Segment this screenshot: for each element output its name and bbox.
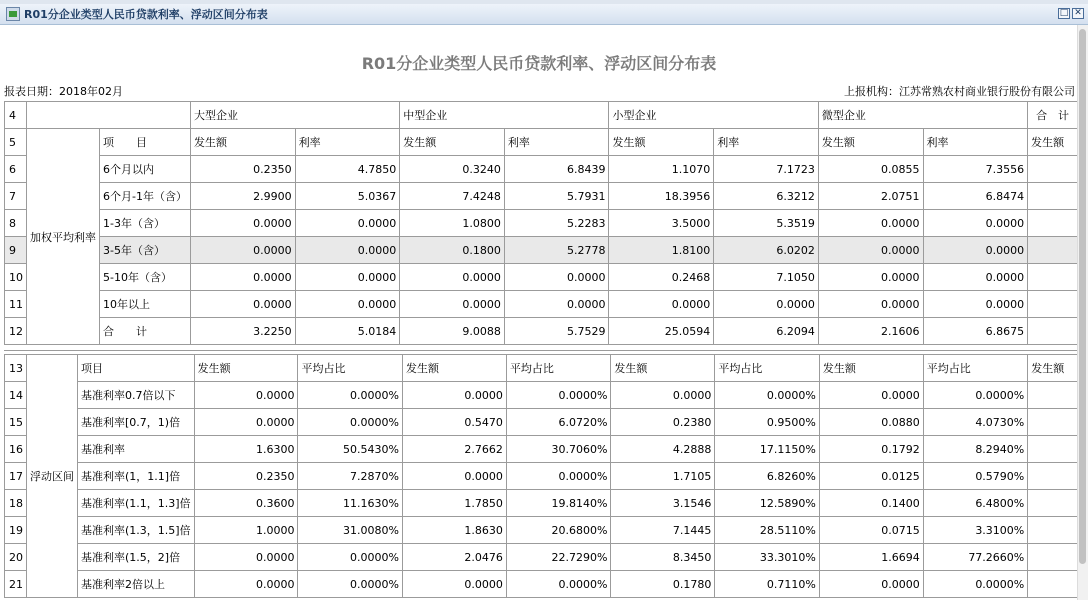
rate-cell[interactable]: 0.0000 bbox=[295, 237, 400, 264]
rate-cell[interactable]: 5.2283 bbox=[504, 210, 609, 237]
table-row bbox=[5, 210, 1078, 237]
table-row bbox=[5, 264, 1078, 291]
rate-cell[interactable]: 6.3212 bbox=[714, 183, 819, 210]
amount-cell[interactable]: 25.0594 bbox=[609, 318, 714, 345]
share-cell[interactable]: 0.0000% bbox=[923, 382, 1028, 409]
item-label[interactable]: 基准利率(1，1.1]倍 bbox=[78, 463, 195, 490]
item-label[interactable]: 3-5年（含） bbox=[100, 237, 191, 264]
amount-header[interactable]: 发生额 bbox=[611, 355, 715, 382]
row-number[interactable]: 15 bbox=[5, 409, 27, 436]
amount-header[interactable]: 发生额 bbox=[400, 129, 505, 156]
share-cell[interactable]: 0.0000% bbox=[298, 571, 403, 598]
amount-cell[interactable]: 1.8630 bbox=[403, 517, 507, 544]
amount-header[interactable]: 发生额 bbox=[403, 355, 507, 382]
amount-cell[interactable]: 3.5000 bbox=[609, 210, 714, 237]
amount-cell[interactable]: 0.0000 bbox=[400, 264, 505, 291]
reporting-org: 上报机构：江苏常熟农村商业银行股份有限公司 bbox=[844, 85, 1075, 98]
group-header[interactable]: 微型企业 bbox=[818, 102, 1027, 129]
table-row bbox=[5, 237, 1078, 264]
rate-cell[interactable]: 0.0000 bbox=[923, 210, 1028, 237]
row-number[interactable]: 17 bbox=[5, 463, 27, 490]
share-cell[interactable]: 0.0000% bbox=[298, 544, 403, 571]
share-cell[interactable]: 31.0080% bbox=[298, 517, 403, 544]
rate-cell[interactable]: 7.3556 bbox=[923, 156, 1028, 183]
share-cell[interactable]: 50.5430% bbox=[298, 436, 403, 463]
amount-cell[interactable]: 3.1546 bbox=[611, 490, 715, 517]
rate-cell[interactable]: 5.2778 bbox=[504, 237, 609, 264]
amount-cell[interactable]: 1.8100 bbox=[609, 237, 714, 264]
amount-cell[interactable]: 0.2468 bbox=[609, 264, 714, 291]
table-row bbox=[5, 318, 1078, 345]
amount-cell[interactable]: 0.0000 bbox=[609, 291, 714, 318]
amount-cell[interactable]: 1.7105 bbox=[611, 463, 715, 490]
amount-cell[interactable]: 4.2888 bbox=[611, 436, 715, 463]
table-row bbox=[5, 156, 1078, 183]
row-number[interactable]: 18 bbox=[5, 490, 27, 517]
total-cell[interactable] bbox=[1028, 571, 1078, 598]
share-cell[interactable]: 0.0000% bbox=[298, 409, 403, 436]
amount-cell[interactable]: 1.1070 bbox=[609, 156, 714, 183]
rate-cell[interactable]: 0.0000 bbox=[504, 264, 609, 291]
amount-header[interactable]: 发生额 bbox=[609, 129, 714, 156]
share-header[interactable]: 平均占比 bbox=[506, 355, 611, 382]
amount-cell[interactable]: 7.1445 bbox=[611, 517, 715, 544]
rate-cell[interactable]: 6.8675 bbox=[923, 318, 1028, 345]
item-header[interactable]: 项 目 bbox=[100, 129, 191, 156]
row-number[interactable]: 5 bbox=[5, 129, 27, 156]
row-number[interactable]: 21 bbox=[5, 571, 27, 598]
group-header[interactable]: 小型企业 bbox=[609, 102, 818, 129]
row-number[interactable]: 10 bbox=[5, 264, 27, 291]
share-cell[interactable]: 0.0000% bbox=[715, 382, 820, 409]
group-header[interactable]: 中型企业 bbox=[400, 102, 609, 129]
row-number[interactable]: 7 bbox=[5, 183, 27, 210]
item-label[interactable]: 基准利率0.7倍以下 bbox=[78, 382, 195, 409]
share-cell[interactable]: 0.0000% bbox=[506, 463, 611, 490]
window-title: R01分企业类型人民币贷款利率、浮动区间分布表 bbox=[24, 8, 268, 21]
float-range-label[interactable]: 浮动区间 bbox=[27, 355, 78, 598]
table-row bbox=[5, 571, 1078, 598]
rate-cell[interactable]: 5.0184 bbox=[295, 318, 400, 345]
share-cell[interactable]: 8.2940% bbox=[923, 436, 1028, 463]
amount-cell[interactable]: 0.0000 bbox=[403, 382, 507, 409]
amount-cell[interactable]: 0.0000 bbox=[819, 571, 923, 598]
share-cell[interactable]: 11.1630% bbox=[298, 490, 403, 517]
item-label[interactable]: 合 计 bbox=[100, 318, 191, 345]
report-title: R01分企业类型人民币贷款利率、浮动区间分布表 bbox=[361, 54, 717, 73]
total-cell[interactable] bbox=[1028, 544, 1078, 571]
amount-header[interactable]: 发生额 bbox=[194, 355, 298, 382]
item-label[interactable]: 基准利率(1.3，1.5]倍 bbox=[78, 517, 195, 544]
float-range-table bbox=[4, 354, 1078, 598]
rate-cell[interactable]: 0.0000 bbox=[295, 291, 400, 318]
total-cell[interactable] bbox=[1028, 318, 1078, 345]
rate-cell[interactable]: 6.8474 bbox=[923, 183, 1028, 210]
item-label[interactable]: 基准利率2倍以上 bbox=[78, 571, 195, 598]
amount-cell[interactable]: 0.0000 bbox=[190, 210, 295, 237]
group-header[interactable]: 大型企业 bbox=[190, 102, 399, 129]
table-row bbox=[5, 490, 1078, 517]
amount-cell[interactable]: 18.3956 bbox=[609, 183, 714, 210]
rate-cell[interactable]: 6.8439 bbox=[504, 156, 609, 183]
amount-cell[interactable]: 0.1800 bbox=[400, 237, 505, 264]
share-cell[interactable]: 77.2660% bbox=[923, 544, 1028, 571]
amount-cell[interactable]: 0.0855 bbox=[818, 156, 923, 183]
amount-cell[interactable]: 0.0880 bbox=[819, 409, 923, 436]
rate-header[interactable]: 利率 bbox=[504, 129, 609, 156]
group-header-row bbox=[5, 102, 1078, 129]
share-cell[interactable]: 12.5890% bbox=[715, 490, 820, 517]
amount-cell[interactable]: 0.2380 bbox=[611, 409, 715, 436]
sub-header-row bbox=[5, 129, 1078, 156]
amount-cell[interactable]: 0.0000 bbox=[194, 571, 298, 598]
share-cell[interactable]: 6.0720% bbox=[506, 409, 611, 436]
amount-cell[interactable]: 0.0000 bbox=[403, 463, 507, 490]
table-row bbox=[5, 517, 1078, 544]
rate-cell[interactable]: 5.0367 bbox=[295, 183, 400, 210]
rate-cell[interactable]: 0.0000 bbox=[923, 291, 1028, 318]
item-label[interactable]: 基准利率 bbox=[78, 436, 195, 463]
total-cell[interactable] bbox=[1028, 436, 1078, 463]
amount-cell[interactable]: 2.9900 bbox=[190, 183, 295, 210]
amount-cell[interactable]: 0.3240 bbox=[400, 156, 505, 183]
amount-cell[interactable]: 0.2350 bbox=[190, 156, 295, 183]
weighted-rate-label[interactable]: 加权平均利率 bbox=[27, 129, 100, 345]
rate-cell[interactable]: 0.0000 bbox=[923, 264, 1028, 291]
total-cell[interactable] bbox=[1028, 463, 1078, 490]
amount-cell[interactable]: 0.0000 bbox=[190, 237, 295, 264]
section-divider bbox=[4, 350, 1078, 351]
table-row bbox=[5, 382, 1078, 409]
row-number[interactable]: 4 bbox=[5, 102, 27, 129]
item-label[interactable]: 1-3年（含） bbox=[100, 210, 191, 237]
share-cell[interactable]: 0.0000% bbox=[506, 571, 611, 598]
weighted-rate-table bbox=[4, 101, 1078, 345]
item-label[interactable]: 10年以上 bbox=[100, 291, 191, 318]
share-header[interactable]: 平均占比 bbox=[923, 355, 1028, 382]
amount-cell[interactable]: 0.1780 bbox=[611, 571, 715, 598]
rate-cell[interactable]: 6.0202 bbox=[714, 237, 819, 264]
item-label[interactable]: 6个月以内 bbox=[100, 156, 191, 183]
total-cell[interactable] bbox=[1028, 382, 1078, 409]
share-header[interactable]: 平均占比 bbox=[298, 355, 403, 382]
rate-header[interactable]: 利率 bbox=[923, 129, 1028, 156]
item-label[interactable]: 5-10年（含） bbox=[100, 264, 191, 291]
row-number[interactable]: 20 bbox=[5, 544, 27, 571]
amount-header[interactable]: 发生额 bbox=[1028, 355, 1078, 382]
amount-cell[interactable]: 0.3600 bbox=[194, 490, 298, 517]
amount-cell[interactable]: 2.7662 bbox=[403, 436, 507, 463]
amount-cell[interactable]: 1.6300 bbox=[194, 436, 298, 463]
amount-cell[interactable]: 0.0715 bbox=[819, 517, 923, 544]
rate-cell[interactable]: 7.1723 bbox=[714, 156, 819, 183]
amount-cell[interactable]: 1.0000 bbox=[194, 517, 298, 544]
rate-cell[interactable]: 0.0000 bbox=[295, 264, 400, 291]
group-header[interactable]: 合 计 bbox=[1028, 102, 1078, 129]
total-cell[interactable] bbox=[1028, 156, 1078, 183]
row-number[interactable]: 19 bbox=[5, 517, 27, 544]
share-cell[interactable]: 7.2870% bbox=[298, 463, 403, 490]
share-cell[interactable]: 0.5790% bbox=[923, 463, 1028, 490]
amount-cell[interactable]: 0.0000 bbox=[194, 544, 298, 571]
amount-cell[interactable]: 7.4248 bbox=[400, 183, 505, 210]
table-row bbox=[5, 183, 1078, 210]
table-row bbox=[5, 409, 1078, 436]
share-cell[interactable]: 0.7110% bbox=[715, 571, 820, 598]
share-cell[interactable]: 20.6800% bbox=[506, 517, 611, 544]
rate-cell[interactable]: 0.0000 bbox=[923, 237, 1028, 264]
table-row bbox=[5, 463, 1078, 490]
amount-cell[interactable]: 0.0000 bbox=[818, 237, 923, 264]
amount-cell[interactable]: 3.2250 bbox=[190, 318, 295, 345]
total-cell[interactable] bbox=[1028, 291, 1078, 318]
report-icon bbox=[6, 7, 20, 21]
rate-cell[interactable]: 5.3519 bbox=[714, 210, 819, 237]
amount-cell[interactable]: 0.0125 bbox=[819, 463, 923, 490]
share-cell[interactable]: 0.0000% bbox=[298, 382, 403, 409]
row-number[interactable]: 6 bbox=[5, 156, 27, 183]
rate-cell[interactable]: 5.7931 bbox=[504, 183, 609, 210]
row-number[interactable]: 13 bbox=[5, 355, 27, 382]
table-row bbox=[5, 544, 1078, 571]
share-cell[interactable]: 4.0730% bbox=[923, 409, 1028, 436]
table-row bbox=[5, 436, 1078, 463]
rate-header[interactable]: 利率 bbox=[295, 129, 400, 156]
share-cell[interactable]: 0.0000% bbox=[923, 571, 1028, 598]
amount-cell[interactable]: 0.0000 bbox=[400, 291, 505, 318]
amount-cell[interactable]: 0.5470 bbox=[403, 409, 507, 436]
total-cell[interactable] bbox=[1028, 237, 1078, 264]
amount-cell[interactable]: 1.0800 bbox=[400, 210, 505, 237]
amount-cell[interactable]: 2.0751 bbox=[818, 183, 923, 210]
row-number[interactable]: 12 bbox=[5, 318, 27, 345]
rate-cell[interactable]: 5.7529 bbox=[504, 318, 609, 345]
vertical-scrollbar[interactable] bbox=[1077, 25, 1088, 600]
rate-cell[interactable]: 0.0000 bbox=[295, 210, 400, 237]
item-label[interactable]: 基准利率(1.5，2]倍 bbox=[78, 544, 195, 571]
amount-header[interactable]: 发生额 bbox=[1028, 129, 1078, 156]
row-number[interactable]: 8 bbox=[5, 210, 27, 237]
share-cell[interactable]: 3.3100% bbox=[923, 517, 1028, 544]
total-cell[interactable] bbox=[1028, 264, 1078, 291]
amount-cell[interactable]: 1.7850 bbox=[403, 490, 507, 517]
total-cell[interactable] bbox=[1028, 490, 1078, 517]
amount-cell[interactable]: 0.1400 bbox=[819, 490, 923, 517]
amount-cell[interactable]: 2.1606 bbox=[818, 318, 923, 345]
amount-cell[interactable]: 8.3450 bbox=[611, 544, 715, 571]
item-label[interactable]: 基准利率[0.7，1)倍 bbox=[78, 409, 195, 436]
total-cell[interactable] bbox=[1028, 517, 1078, 544]
rate-cell[interactable]: 4.7850 bbox=[295, 156, 400, 183]
row-number[interactable]: 16 bbox=[5, 436, 27, 463]
blank-cell[interactable] bbox=[27, 102, 191, 129]
rate-cell[interactable]: 0.0000 bbox=[714, 291, 819, 318]
item-label[interactable]: 基准利率(1.1，1.3]倍 bbox=[78, 490, 195, 517]
amount-cell[interactable]: 0.0000 bbox=[818, 291, 923, 318]
rate-cell[interactable]: 6.2094 bbox=[714, 318, 819, 345]
share-cell[interactable]: 19.8140% bbox=[506, 490, 611, 517]
share-cell[interactable]: 6.4800% bbox=[923, 490, 1028, 517]
rate-cell[interactable]: 7.1050 bbox=[714, 264, 819, 291]
row-number[interactable]: 14 bbox=[5, 382, 27, 409]
total-cell[interactable] bbox=[1028, 409, 1078, 436]
report-content[interactable] bbox=[0, 25, 1078, 600]
scrollbar-thumb[interactable] bbox=[1079, 29, 1086, 564]
float-header-row bbox=[5, 355, 1078, 382]
row-number[interactable]: 11 bbox=[5, 291, 27, 318]
rate-cell[interactable]: 0.0000 bbox=[504, 291, 609, 318]
share-cell[interactable]: 28.5110% bbox=[715, 517, 820, 544]
item-header[interactable]: 项目 bbox=[78, 355, 195, 382]
amount-cell[interactable]: 0.0000 bbox=[818, 210, 923, 237]
share-cell[interactable]: 30.7060% bbox=[506, 436, 611, 463]
row-number[interactable]: 9 bbox=[5, 237, 27, 264]
maximize-button[interactable]: □ bbox=[1059, 8, 1069, 18]
share-cell[interactable]: 0.0000% bbox=[506, 382, 611, 409]
amount-cell[interactable]: 0.0000 bbox=[403, 571, 507, 598]
amount-cell[interactable]: 1.6694 bbox=[819, 544, 923, 571]
amount-cell[interactable]: 0.0000 bbox=[190, 291, 295, 318]
total-cell[interactable] bbox=[1028, 210, 1078, 237]
close-button[interactable]: ✕ bbox=[1072, 8, 1084, 19]
amount-cell[interactable]: 0.1792 bbox=[819, 436, 923, 463]
amount-cell[interactable]: 0.0000 bbox=[194, 382, 298, 409]
share-cell[interactable]: 17.1150% bbox=[715, 436, 820, 463]
amount-cell[interactable]: 0.2350 bbox=[194, 463, 298, 490]
report-date: 报表日期：2018年02月 bbox=[4, 85, 123, 98]
share-header[interactable]: 平均占比 bbox=[715, 355, 820, 382]
window-titlebar[interactable] bbox=[0, 4, 1088, 25]
share-cell[interactable]: 6.8260% bbox=[715, 463, 820, 490]
amount-cell[interactable]: 0.0000 bbox=[194, 409, 298, 436]
amount-cell[interactable]: 9.0088 bbox=[400, 318, 505, 345]
share-cell[interactable]: 22.7290% bbox=[506, 544, 611, 571]
share-cell[interactable]: 0.9500% bbox=[715, 409, 820, 436]
amount-header[interactable]: 发生额 bbox=[190, 129, 295, 156]
total-cell[interactable] bbox=[1028, 183, 1078, 210]
amount-cell[interactable]: 0.0000 bbox=[611, 382, 715, 409]
amount-cell[interactable]: 2.0476 bbox=[403, 544, 507, 571]
amount-cell[interactable]: 0.0000 bbox=[818, 264, 923, 291]
amount-cell[interactable]: 0.0000 bbox=[190, 264, 295, 291]
amount-cell[interactable]: 0.0000 bbox=[819, 382, 923, 409]
amount-header[interactable]: 发生额 bbox=[819, 355, 923, 382]
table-row bbox=[5, 291, 1078, 318]
amount-header[interactable]: 发生额 bbox=[818, 129, 923, 156]
item-label[interactable]: 6个月-1年（含） bbox=[100, 183, 191, 210]
rate-header[interactable]: 利率 bbox=[714, 129, 819, 156]
share-cell[interactable]: 33.3010% bbox=[715, 544, 820, 571]
report-window bbox=[0, 4, 1088, 600]
